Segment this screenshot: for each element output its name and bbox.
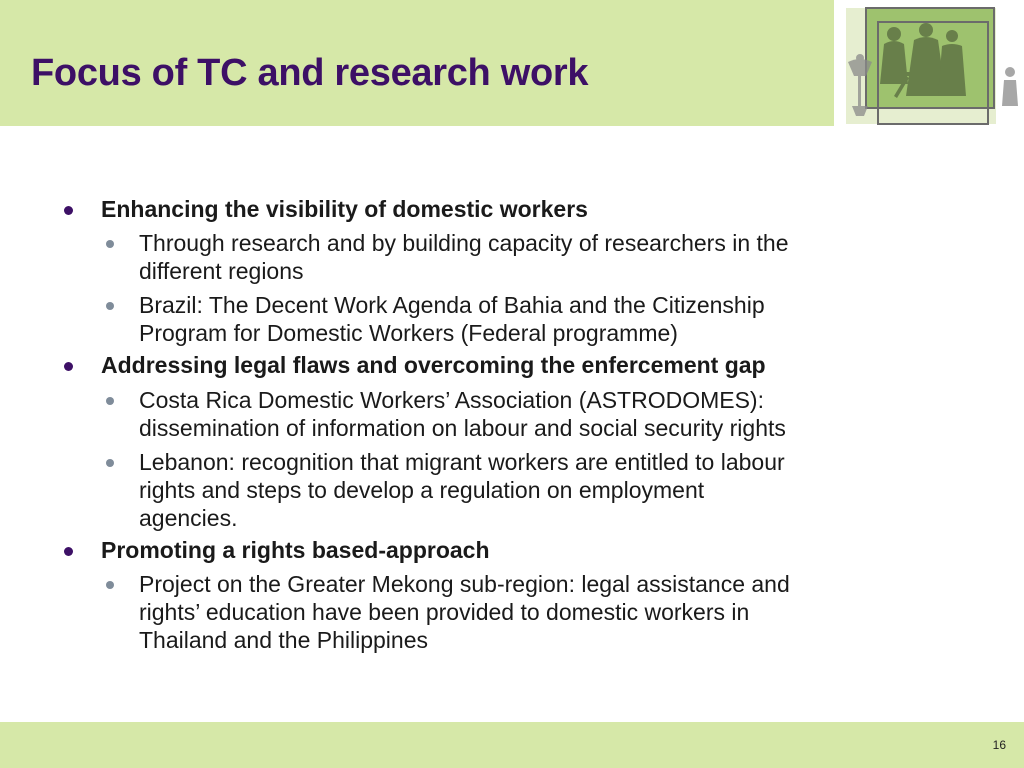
- bullet-primary: [64, 547, 73, 556]
- page-number: 16: [992, 738, 1006, 752]
- bullet-primary: [64, 362, 73, 371]
- list-item: [139, 229, 788, 285]
- bullet-secondary: [106, 459, 114, 467]
- list-item: [139, 386, 786, 442]
- bullet-primary: [64, 206, 73, 215]
- list-item-line: rights’ education have been provided to domestic workers in: [139, 599, 750, 625]
- list-item-line: rights and steps to develop a regulation on employment: [139, 477, 705, 503]
- list-item-line: different regions: [139, 258, 304, 284]
- bullet-secondary: [106, 240, 114, 248]
- list-item: [139, 291, 765, 347]
- list-item: [139, 448, 785, 532]
- list-item-line: Brazil: The Decent Work Agenda of Bahia and the Citizenship: [139, 292, 765, 318]
- list-item-line: Lebanon: recognition that migrant workers are entitled to labour: [139, 449, 785, 475]
- slide-title: Focus of TC and research work: [31, 52, 589, 94]
- list-item-line: agencies.: [139, 505, 238, 531]
- bullet-secondary: [106, 302, 114, 310]
- section-heading: Enhancing the visibility of domestic workers: [101, 196, 588, 222]
- list-item-line: dissemination of information on labour and social security rights: [139, 415, 786, 441]
- list-item-line: Thailand and the Philippines: [139, 627, 428, 653]
- section-heading: Addressing legal flaws and overcoming the enfercement gap: [101, 352, 766, 378]
- footer-band: [0, 722, 1024, 768]
- section-heading: Promoting a rights based-approach: [101, 537, 490, 563]
- list-item-line: Costa Rica Domestic Workers’ Association (ASTRODOMES):: [139, 387, 764, 413]
- bullet-secondary: [106, 397, 114, 405]
- list-item-line: Through research and by building capacity of researchers in the: [139, 230, 789, 256]
- bullet-secondary: [106, 581, 114, 589]
- list-item-line: Program for Domestic Workers (Federal programme): [139, 320, 678, 346]
- list-item: [139, 570, 790, 654]
- list-item-line: Project on the Greater Mekong sub-region: legal assistance and: [139, 571, 790, 597]
